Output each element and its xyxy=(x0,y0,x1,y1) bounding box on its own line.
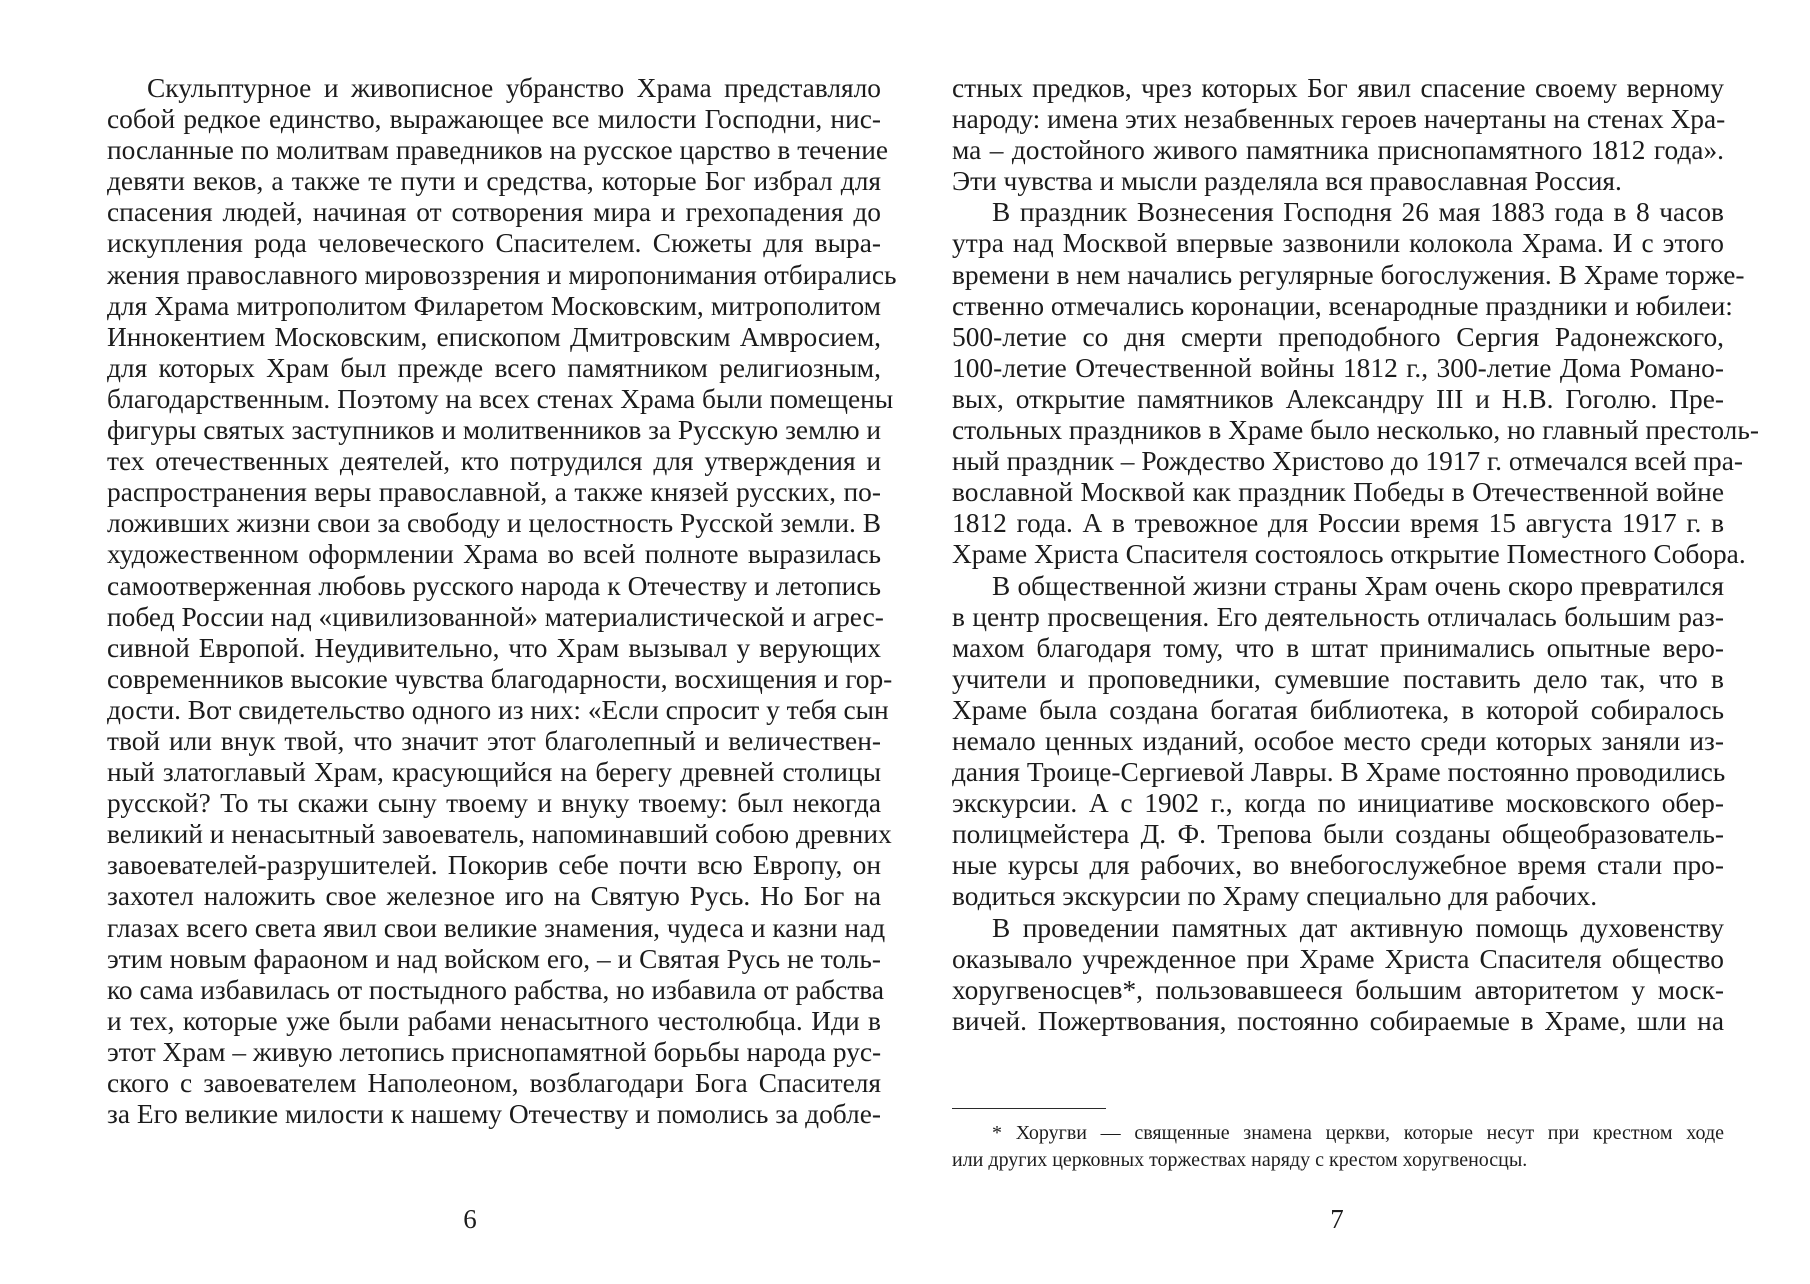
text-line: В проведении памятных дат активную помощь духовенству xyxy=(992,912,1724,943)
text-line: 100-летие Отечественной войны 1812 г., 300-летие Дома Романо- xyxy=(952,352,1724,383)
text-line: спасения людей, начиная от сотворения мира и грехопадения до xyxy=(107,197,881,228)
page-number: 7 xyxy=(1330,1204,1344,1234)
text-line: экскурсии. А с 1902 г., когда по инициативе московского обер- xyxy=(952,788,1724,819)
footnote-line: * Хоругви — священные знамена церкви, которые несут при крестном ходе xyxy=(992,1122,1724,1144)
text-line: немало ценных изданий, особое место среди которых заняли из- xyxy=(952,725,1724,756)
text-line: вичей. Пожертвования, постоянно собираемые в Храме, шли на xyxy=(952,1005,1724,1036)
text-line: за Его великие милости к нашему Отечеству и помолись за добле- xyxy=(107,1099,881,1130)
text-line: для Храма митрополитом Филаретом Московским, митрополитом xyxy=(107,290,881,321)
text-line: русской? То ты скажи сыну твоему и внуку твоему: был некогда xyxy=(107,788,881,819)
text-line: Скульптурное и живописное убранство Храма представляло xyxy=(147,73,881,103)
text-line: и тех, которые уже были рабами ненасытного честолюбца. Иди в xyxy=(107,1005,881,1036)
text-line: ные курсы для рабочих, во внебогослужебное время стали про- xyxy=(952,850,1724,881)
text-line: В общественной жизни страны Храм очень скоро превратился xyxy=(992,570,1724,601)
text-line: для которых Храм был прежде всего памятником религиозным, xyxy=(107,352,881,383)
footnote-line: или других церковных торжествах наряду с крестом хоругвеносцы. xyxy=(952,1149,1528,1171)
text-line: глазах всего света явил свои великие знамения, чудеса и казни над xyxy=(107,912,886,943)
text-line: водиться экскурсии по Храму специально для рабочих. xyxy=(952,881,1598,912)
text-line: хоругвеносцев*, пользовавшееся большим авторитетом у моск- xyxy=(952,974,1724,1005)
text-line: ственно отмечались коронации, всенародные праздники и юбилеи: xyxy=(952,290,1733,321)
text-line: тех отечественных деятелей, кто потрудился для утверждения и xyxy=(107,446,881,477)
text-line: Храме Христа Спасителя состоялось открытие Поместного Собора. xyxy=(952,539,1746,570)
text-line: благодарственным. Поэтому на всех стенах Храма были помещены xyxy=(107,383,894,414)
text-line: самоотверженная любовь русского народа к Отечеству и летопись xyxy=(107,570,881,601)
text-line: махом благодаря тому, что в штат принимались опытные веро- xyxy=(952,632,1724,663)
text-line: художественном оформлении Храма во всей полноте выразилась xyxy=(107,539,881,570)
text-line: Иннокентием Московским, епископом Дмитровским Амвросием, xyxy=(107,321,881,352)
text-line: стольных праздников в Храме было несколько, но главный престоль- xyxy=(952,415,1759,446)
text-line: ко сама избавилась от постыдного рабства, но избавила от рабства xyxy=(107,974,885,1005)
text-line: 500-летие со дня смерти преподобного Сергия Радонежского, xyxy=(952,321,1724,352)
text-line: оказывало учрежденное при Храме Христа Спасителя общество xyxy=(952,943,1724,974)
text-line: этим новым фараоном и над войском его, – и Святая Русь не толь- xyxy=(107,943,881,974)
text-line: посланные по молитвам праведников на русское царство в течение xyxy=(107,135,889,166)
text-line: В праздник Вознесения Господня 26 мая 1883 года в 8 часов xyxy=(992,197,1724,228)
text-line: великий и ненасытный завоеватель, напоминавший собою древних xyxy=(107,819,892,850)
text-line: полицмейстера Д. Ф. Трепова были созданы общеобразователь- xyxy=(952,819,1724,850)
text-line: времени в нем начались регулярные богослужения. В Храме торже- xyxy=(952,259,1745,290)
text-line: ма – достойного живого памятника приснопамятного 1812 года». xyxy=(952,135,1724,166)
text-line: современников высокие чувства благодарности, восхищения и гор- xyxy=(107,663,893,694)
text-line: в центр просвещения. Его деятельность отличалась большим раз- xyxy=(952,601,1724,632)
text-line: распространения веры православной, а также князей русских, по- xyxy=(107,477,881,508)
text-line: захотел наложить свое железное иго на Святую Русь. Но Бог на xyxy=(107,881,881,912)
text-line: Эти чувства и мысли разделяла вся православная Россия. xyxy=(952,166,1622,197)
text-line: стных предков, чрез которых Бог явил спасение своему верному xyxy=(952,73,1724,103)
right-page-body xyxy=(952,73,1759,1037)
right-page xyxy=(905,0,1810,1284)
text-line: утра над Москвой впервые зазвонили колокола Храма. И с этого xyxy=(952,228,1724,259)
text-line: жения православного мировоззрения и миропонимания отбирались xyxy=(107,259,897,290)
text-line: Храме была создана богатая библиотека, в которой собиралось xyxy=(952,694,1724,725)
page-number: 6 xyxy=(463,1204,477,1234)
footnote-divider xyxy=(952,1108,1106,1109)
text-line: народу: имена этих незабвенных героев начертаны на стенах Хра- xyxy=(952,104,1726,135)
text-line: дости. Вот свидетельство одного из них: «Если спросит у тебя сын xyxy=(107,694,889,725)
text-line: твой или внук твой, что значит этот благолепный и величествен- xyxy=(107,725,881,756)
text-line: ложивших жизни свои за свободу и целостность Русской земли. В xyxy=(107,508,881,539)
text-line: ского с завоевателем Наполеоном, возблагодари Бога Спасителя xyxy=(107,1068,881,1098)
text-line: завоевателей-разрушителей. Покорив себе почти всю Европу, он xyxy=(107,850,881,881)
text-line: девяти веков, а также те пути и средства, которые Бог избрал для xyxy=(107,166,881,197)
text-line: сивной Европой. Неудивительно, что Храм вызывал у верующих xyxy=(107,632,881,663)
text-line: 1812 года. А в тревожное для России время 15 августа 1917 г. в xyxy=(952,508,1724,539)
text-line: ный златоглавый Храм, красующийся на берегу древней столицы xyxy=(107,757,881,788)
left-page-body xyxy=(107,73,897,1130)
text-line: вославной Москвой как праздник Победы в Отечественной войне xyxy=(952,477,1724,508)
text-line: искупления рода человеческого Спасителем. Сюжеты для выра- xyxy=(107,228,881,259)
text-line: дания Троице-Сергиевой Лавры. В Храме постоянно проводились xyxy=(952,757,1726,788)
text-line: вых, открытие памятников Александру III и Н.В. Гоголю. Пре- xyxy=(952,383,1724,414)
text-line: этот Храм – живую летопись приснопамятной борьбы народа рус- xyxy=(107,1036,882,1067)
text-line: ный праздник – Рождество Христово до 1917 г. отмечался всей пра- xyxy=(952,446,1743,477)
footnote xyxy=(952,1120,1724,1174)
text-line: фигуры святых заступников и молитвенников за Русскую землю и xyxy=(107,415,882,446)
text-line: побед России над «цивилизованной» материалистической и агрес- xyxy=(107,601,884,632)
text-line: собой редкое единство, выражающее все милости Господни, нис- xyxy=(107,104,881,135)
text-line: учители и проповедники, сумевшие поставить дело так, что в xyxy=(952,663,1724,694)
